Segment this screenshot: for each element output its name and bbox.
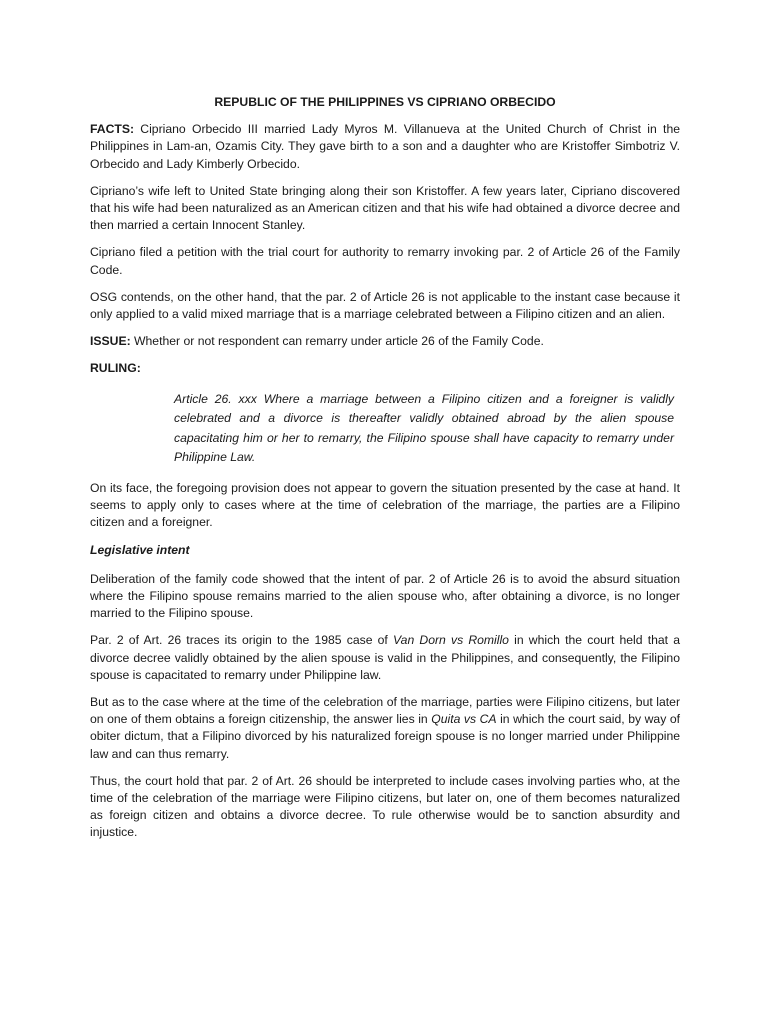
facts-paragraph (90, 121, 680, 173)
issue-text: Whether or not respondent can remarry under article 26 of the Family Code. (130, 334, 544, 349)
quita-text-a: But as to the case where at the time of the celebration of the marriage, parties were Filipino citizens, but later on one of them obtains a foreign citizenship, the answer lies in (90, 695, 680, 727)
article-26-quote: Article 26. xxx Where a marriage between a Filipino citizen and a foreigner is validly celebrated and a divorce is thereafter validly obtained abroad by the alien spouse capacitating him or her to remarry, the Filipino spouse shall have capacity to remarry under Philippine Law. (174, 391, 674, 465)
legislative-intent-heading: Legislative intent (90, 542, 190, 557)
paragraph-petition: Cipriano filed a petition with the trial court for authority to remarry invoking par. 2 of Article 26 of the Family Code. (90, 245, 680, 277)
ruling-heading: RULING: (90, 361, 141, 376)
paragraph-deliberation: Deliberation of the family code showed that the intent of par. 2 of Article 26 is to avoid the absurd situation where the Filipino spouse remains married to the alien spouse who, after obtaining a divorce, is no longer married to the Filipino spouse. (90, 571, 680, 621)
issue-label: ISSUE: (90, 334, 131, 349)
issue-paragraph (90, 333, 680, 350)
paragraph-osg: OSG contends, on the other hand, that the par. 2 of Article 26 is not applicable to the instant case because it only applied to a valid mixed marriage that is a marriage celebrated between a Filipino citizen and an alien. (90, 289, 680, 322)
paragraph-quita (90, 694, 680, 763)
paragraph-on-its-face: On its face, the foregoing provision does not appear to govern the situation presented by the case at hand. It seems to apply only to cases where at the time of celebration of the marriage, the parties are a Filipino citizen and a foreigner. (90, 481, 680, 530)
case-title: REPUBLIC OF THE PHILIPPINES VS CIPRIANO ORBECIDO (214, 95, 556, 109)
paragraph-wife-left: Cipriano’s wife left to United State bringing along their son Kristoffer. A few years later, Cipriano discovered that his wife had been naturalized as an American citizen and that his wife had obtained a divorce decree and then married a certain Innocent Stanley. (90, 183, 680, 233)
van-dorn-case-name: Van Dorn vs Romillo (392, 633, 509, 648)
facts-text: Cipriano Orbecido III married Lady Myros M. Villanueva at the United Church of Christ in the Philippines in Lam-an, Ozamis City. They gave birth to a son and a daughter who are Kristoffer Simbotriz V. Orbecido and Lady Kimberly Orbecido. (90, 122, 680, 171)
van-dorn-text-b: in which the court held that a divorce decree validly obtained by the alien spouse is valid in the Philippines, and consequently, the Filipino spouse is capacitated to remarry under Philippine law. (90, 633, 680, 682)
paragraph-conclusion: Thus, the court hold that par. 2 of Art. 26 should be interpreted to include cases involving parties who, at the time of the celebration of the marriage were Filipino citizens, but later on, one of them becomes naturalized as foreign citizen and obtains a divorce decree. To rule otherwise would be to sanction absurdity and injustice. (90, 773, 680, 840)
paragraph-van-dorn (90, 632, 680, 684)
facts-label: FACTS: (90, 122, 135, 137)
van-dorn-text-a: Par. 2 of Art. 26 traces its origin to the 1985 case of (90, 633, 393, 648)
quita-text-b: in which the court said, by way of obiter dictum, that a Filipino divorced by his naturalized foreign spouse is no longer married under Philippine law and can thus remarry. (90, 712, 680, 761)
quita-case-name: Quita vs CA (431, 712, 497, 727)
